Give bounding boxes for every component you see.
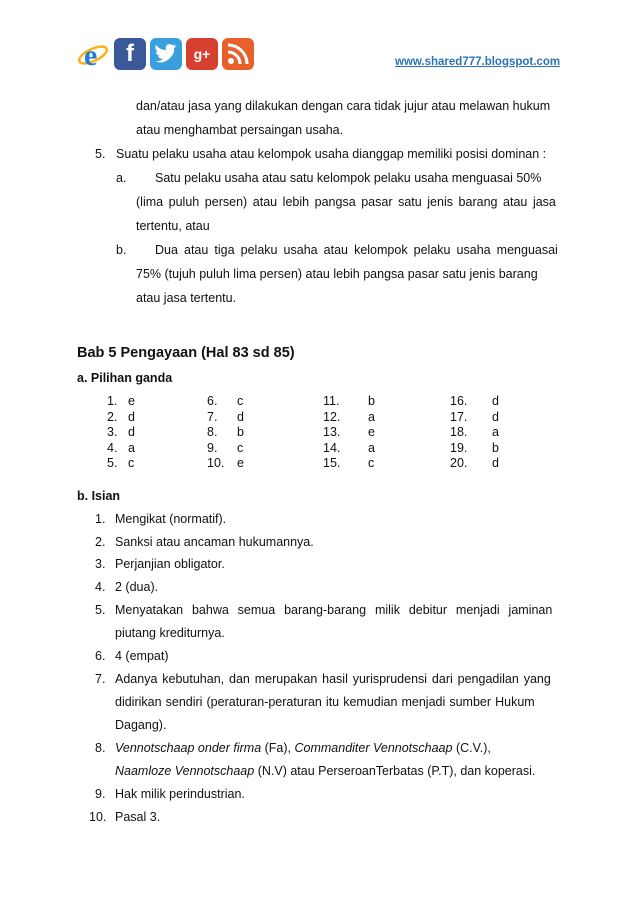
answer-number: 18. — [450, 425, 468, 439]
term-vof-abbr: (Fa), — [261, 741, 295, 755]
isian-answer-2: Sanksi atau ancaman hukumannya. — [115, 535, 314, 549]
google-plus-icon[interactable] — [186, 38, 218, 70]
answer-number: 13. — [323, 425, 341, 439]
isian-number-7: 7. — [95, 672, 106, 686]
item5-b-label: b. — [116, 243, 127, 257]
answer-letter: d — [128, 409, 135, 424]
answer-letter: e — [237, 456, 244, 470]
isian-number-1: 1. — [95, 512, 106, 526]
item5-a-line-1-text: Satu pelaku usaha atau satu kelompok pelaku usaha menguasai 50% — [155, 171, 542, 185]
social-icons — [76, 38, 254, 72]
section-title: Bab 5 Pengayaan (Hal 83 sd 85) — [77, 345, 295, 361]
isian-answer-7-line-1: Adanya kebutuhan, dan merupakan hasil yurisprudensi dari pengadilan yang — [115, 672, 551, 686]
answer-letter: b — [492, 440, 499, 455]
isian-answer-10: Pasal 3. — [115, 810, 161, 824]
answer-letter: d — [128, 425, 135, 439]
rss-icon[interactable] — [222, 38, 254, 70]
answer-letter: c — [237, 440, 244, 455]
answer-number: 17. — [450, 409, 468, 424]
twitter-icon[interactable] — [150, 38, 182, 70]
answer-letter: b — [368, 394, 375, 408]
isian-answer-1: Mengikat (normatif). — [115, 512, 227, 526]
isian-answer-7-line-3: Dagang). — [115, 718, 167, 732]
answer-number: 7. — [207, 409, 218, 424]
answer-number: 10. — [207, 456, 225, 470]
isian-answer-5-line-2: piutang krediturnya. — [115, 626, 225, 640]
term-nv: Naamloze Vennotschaap — [115, 764, 255, 778]
continuation-line-1: dan/atau jasa yang dilakukan dengan cara tidak jujur atau melawan hukum — [136, 99, 551, 113]
isian-number-5: 5. — [95, 603, 106, 617]
answer-letter: a — [368, 440, 375, 455]
item5-b-line-2: 75% (tujuh puluh lima persen) atau lebih pangsa pasar satu jenis barang — [136, 267, 538, 281]
isian-number-4: 4. — [95, 580, 106, 594]
answer-letter: b — [237, 425, 244, 439]
item5-a-line-1 — [155, 171, 560, 185]
answer-number: 19. — [450, 440, 468, 455]
item5-number: 5. — [95, 147, 106, 161]
answer-letter: e — [368, 425, 375, 439]
item5-a-line-2: (lima puluh persen) atau lebih pangsa pasar satu jenis barang atau jasa — [136, 195, 556, 209]
answer-letter: a — [492, 425, 499, 439]
answer-letter: e — [128, 394, 135, 408]
answer-letter: d — [492, 409, 499, 424]
isian-number-9: 9. — [95, 787, 106, 801]
isian-answer-5-line-1: Menyatakan bahwa semua barang-barang milik debitur menjadi jaminan — [115, 603, 553, 617]
isian-number-6: 6. — [95, 649, 106, 663]
item5-b-line-1: Dua atau tiga pelaku usaha atau kelompok pelaku usaha menguasai — [155, 243, 558, 257]
svg-text:e: e — [84, 39, 98, 70]
site-url-link[interactable]: www.shared777.blogspot.com — [395, 56, 561, 68]
item5-a-line-3: tertentu, atau — [136, 219, 210, 233]
item5-a-label: a. — [116, 171, 127, 185]
answer-letter: d — [492, 456, 499, 470]
facebook-icon[interactable] — [114, 38, 146, 70]
isian-answer-6: 4 (empat) — [115, 649, 169, 663]
answer-number: 14. — [323, 440, 341, 455]
isian-answer-3: Perjanjian obligator. — [115, 557, 225, 571]
google-plus-glyph: g+ — [193, 46, 211, 62]
item5-text: Suatu pelaku usaha atau kelompok usaha dianggap memiliki posisi dominan : — [116, 147, 547, 161]
answer-number: 15. — [323, 456, 341, 470]
isian-answer-9: Hak milik perindustrian. — [115, 787, 245, 801]
term-nv-rest: (N.V) atau PerseroanTerbatas (P.T), dan koperasi. — [254, 764, 536, 778]
answer-letter: d — [237, 409, 244, 424]
item5-b-line-3: atau jasa tertentu. — [136, 291, 237, 305]
isian-answer-4: 2 (dua). — [115, 580, 159, 594]
answer-number: 11. — [323, 394, 340, 408]
answer-number: 5. — [107, 456, 118, 470]
answer-number: 16. — [450, 394, 468, 408]
answer-letter: c — [368, 456, 375, 470]
answer-number: 3. — [107, 425, 118, 439]
answer-letter: d — [492, 394, 499, 408]
answer-number: 1. — [107, 394, 118, 408]
answer-number: 2. — [107, 409, 118, 424]
ie-icon[interactable] — [76, 38, 110, 70]
isian-number-3: 3. — [95, 557, 106, 571]
continuation-line-2: atau menghambat persaingan usaha. — [136, 123, 344, 137]
multiple-choice-title: a. Pilihan ganda — [77, 371, 173, 385]
answer-letter: a — [128, 440, 135, 455]
answer-number: 9. — [207, 440, 218, 455]
isian-answer-7-line-2: didirikan sendiri (peraturan-peraturan itu kemudian menjadi sumber Hukum — [115, 695, 535, 709]
isian-number-10: 10. — [89, 810, 107, 824]
answer-number: 4. — [107, 440, 118, 455]
answer-letter: c — [128, 456, 135, 470]
answer-number: 12. — [323, 409, 341, 424]
answer-number: 20. — [450, 456, 468, 470]
facebook-glyph: f — [126, 40, 134, 67]
answer-letter: c — [237, 394, 244, 408]
isian-number-8: 8. — [95, 741, 106, 755]
isian-title: b. Isian — [77, 489, 121, 503]
isian-answer-8-line-1 — [115, 741, 491, 755]
isian-answer-8-line-2 — [115, 764, 535, 778]
term-cv: Commanditer Vennotschaap — [294, 741, 453, 755]
answer-number: 6. — [207, 394, 218, 408]
term-vof: Vennotschaap onder firma — [115, 741, 262, 755]
answer-number: 8. — [207, 425, 218, 439]
answer-letter: a — [368, 409, 375, 424]
isian-number-2: 2. — [95, 535, 106, 549]
term-cv-abbr: (C.V.), — [452, 741, 491, 755]
